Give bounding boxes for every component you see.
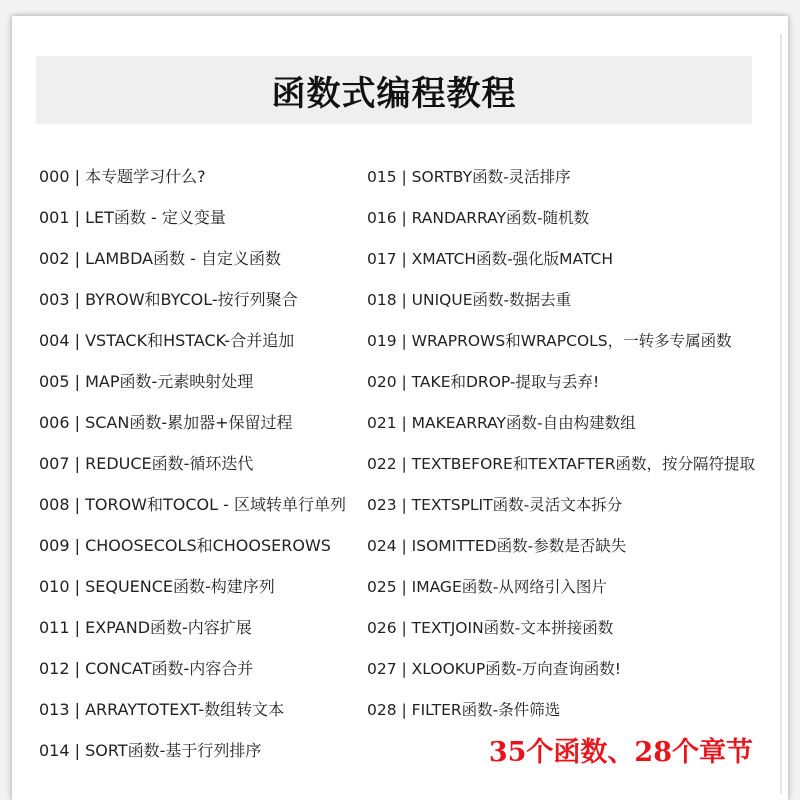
chapter-item: 022 | TEXTBEFORE和TEXTAFTER函数，按分隔符提取 <box>367 455 755 473</box>
chapter-item: 021 | MAKEARRAY函数-自由构建数组 <box>367 414 636 432</box>
chapter-item: 024 | ISOMITTED函数-参数是否缺失 <box>367 537 627 555</box>
summary-callout: 35个函数、28个章节 <box>488 737 753 768</box>
chapter-item: 002 | LAMBDA函数 - 自定义函数 <box>39 249 282 268</box>
chapter-item: 011 | EXPAND函数-内容扩展 <box>39 618 252 637</box>
chapter-item: 008 | TOROW和TOCOL - 区域转单行单列 <box>39 495 346 514</box>
chapter-item: 028 | FILTER函数-条件筛选 <box>367 701 561 719</box>
chapter-item: 026 | TEXTJOIN函数-文本拼接函数 <box>367 619 614 637</box>
chapter-item: 019 | WRAPROWS和WRAPCOLS，一转多专属函数 <box>367 332 732 350</box>
chapter-item: 016 | RANDARRAY函数-随机数 <box>367 209 590 227</box>
chapter-item: 010 | SEQUENCE函数-构建序列 <box>39 577 275 596</box>
chapter-item: 007 | REDUCE函数-循环迭代 <box>39 454 254 473</box>
chapter-item: 013 | ARRAYTOTEXT-数组转文本 <box>39 700 285 719</box>
chapter-item: 000 | 本专题学习什么? <box>39 167 206 186</box>
chapter-item: 006 | SCAN函数-累加器+保留过程 <box>39 413 293 432</box>
chapter-item: 009 | CHOOSECOLS和CHOOSEROWS <box>39 536 331 555</box>
chapter-item: 015 | SORTBY函数-灵活排序 <box>367 168 571 186</box>
chapter-list-right <box>367 162 787 736</box>
chapter-item: 003 | BYROW和BYCOL-按行列聚合 <box>39 290 298 309</box>
chapter-list-left <box>39 162 369 777</box>
chapter-item: 001 | LET函数 - 定义变量 <box>39 208 226 227</box>
page-title: 函数式编程教程 <box>271 73 517 114</box>
chapter-item: 012 | CONCAT函数-内容合并 <box>39 659 254 678</box>
chapter-item: 005 | MAP函数-元素映射处理 <box>39 372 254 391</box>
chapter-item: 018 | UNIQUE函数-数据去重 <box>367 291 572 309</box>
chapter-item: 023 | TEXTSPLIT函数-灵活文本拆分 <box>367 496 623 514</box>
title-banner <box>36 56 752 124</box>
chapter-item: 017 | XMATCH函数-强化版MATCH <box>367 250 613 268</box>
chapter-item: 020 | TAKE和DROP-提取与丢弃! <box>367 373 600 391</box>
chapter-item: 025 | IMAGE函数-从网络引入图片 <box>367 578 607 596</box>
chapter-item: 014 | SORT函数-基于行列排序 <box>39 741 262 760</box>
document-page <box>12 16 788 800</box>
chapter-item: 027 | XLOOKUP函数-万向查询函数! <box>367 660 622 678</box>
chapter-item: 004 | VSTACK和HSTACK-合并追加 <box>39 331 295 350</box>
